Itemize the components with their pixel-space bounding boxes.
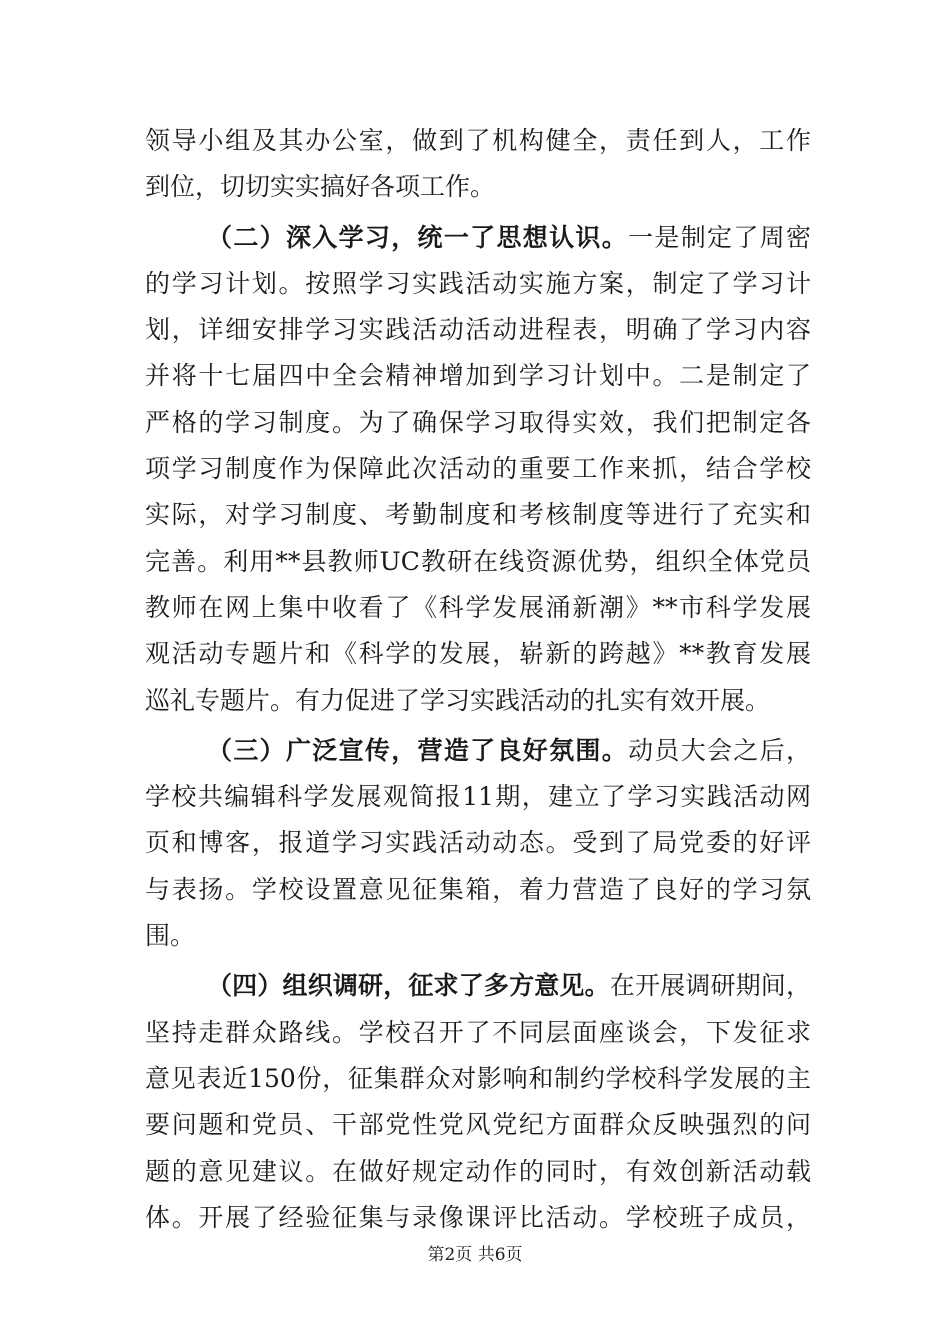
text-line: 观活动专题片和《科学的发展，崭新的跨越》**教育发展	[145, 639, 811, 669]
text-line: 的学习计划。按照学习实践活动实施方案，制定了学习计	[145, 268, 811, 298]
page-number: 第2页 共6页	[427, 1245, 523, 1265]
text-line: 巡礼专题片。有力促进了学习实践活动的扎实有效开展。	[145, 685, 771, 715]
text-line: 领导小组及其办公室，做到了机构健全，责任到人，工作	[145, 126, 811, 155]
text-line: 与表扬。学校设置意见征集箱，着力营造了良好的学习氛	[145, 874, 811, 904]
text-line: 体。开展了经验征集与录像课评比活动。学校班子成员，	[145, 1202, 811, 1232]
paragraph	[145, 215, 811, 724]
text-line: 围。	[145, 921, 196, 951]
text-line	[145, 963, 811, 1009]
text-line	[145, 728, 811, 774]
text-line: 要问题和党员、干部党性党风党纪方面群众反映强烈的问	[145, 1110, 811, 1140]
text-line: 题的意见建议。在做好规定动作的同时，有效创新活动载	[145, 1156, 811, 1186]
section-heading: （二）深入学习，统一了思想认识。	[207, 222, 629, 252]
text-run: 动员大会之后，	[628, 735, 811, 765]
text-line: 项学习制度作为保障此次活动的重要工作来抓，结合学校	[145, 454, 811, 484]
paragraph	[145, 118, 811, 211]
text-line: 并将十七届四中全会精神增加到学习计划中。二是制定了	[145, 361, 811, 391]
text-line: 完善。利用**县教师UC教研在线资源优势，组织全体党员	[145, 546, 811, 576]
paragraph	[145, 728, 811, 959]
section-heading: （三）广泛宣传，营造了良好氛围。	[207, 735, 629, 765]
text-line: 实际，对学习制度、考勤制度和考核制度等进行了充实和	[145, 500, 811, 530]
text-line: 页和博客，报道学习实践活动动态。受到了局党委的好评	[145, 828, 811, 858]
body-text	[145, 118, 811, 1241]
text-line	[145, 215, 811, 261]
text-line: 教师在网上集中收看了《科学发展涌新潮》**市科学发展	[145, 592, 811, 622]
text-line: 划，详细安排学习实践活动活动进程表，明确了学习内容	[145, 315, 811, 345]
page-footer	[0, 1240, 950, 1265]
text-run: 一是制定了周密	[628, 222, 811, 252]
text-run: 在开展调研期间，	[609, 971, 811, 1001]
text-line: 严格的学习制度。为了确保学习取得实效，我们把制定各	[145, 407, 811, 437]
text-line: 意见表近150份，征集群众对影响和制约学校科学发展的主	[145, 1063, 811, 1093]
text-line: 到位，切切实实搞好各项工作。	[145, 172, 496, 202]
paragraph	[145, 963, 811, 1241]
text-line: 坚持走群众路线。学校召开了不同层面座谈会，下发征求	[145, 1017, 811, 1047]
section-heading: （四）组织调研，征求了多方意见。	[207, 971, 610, 1001]
text-line: 学校共编辑科学发展观简报11期，建立了学习实践活动网	[145, 782, 811, 812]
